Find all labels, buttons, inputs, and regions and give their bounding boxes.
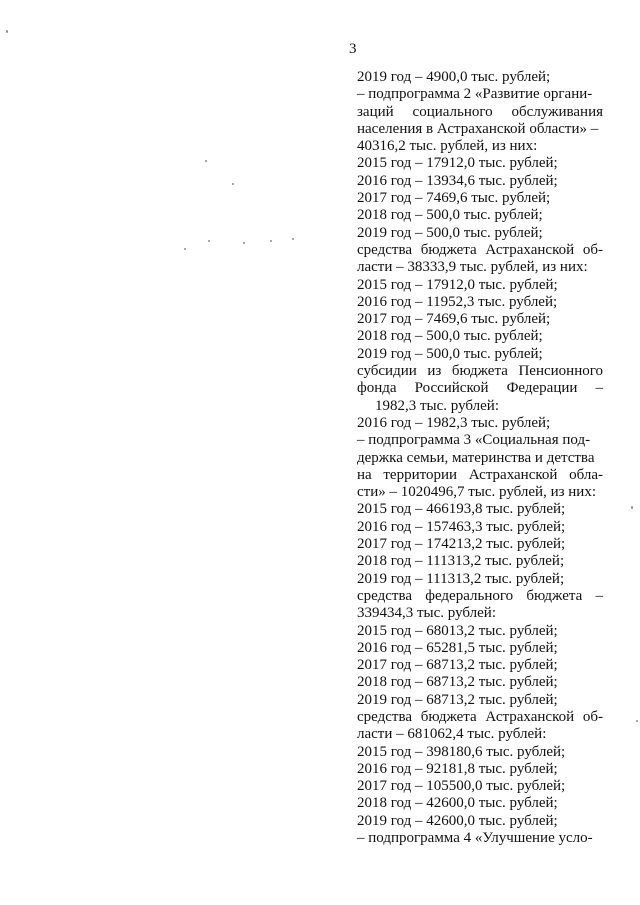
text-line: держка семьи, материнства и детства bbox=[357, 449, 595, 466]
text-line: 2017 год – 105500,0 тыс. рублей; bbox=[357, 778, 566, 795]
text-line: – подпрограмма 4 «Улучшение усло- bbox=[357, 830, 593, 847]
scan-speck bbox=[636, 720, 638, 722]
page-number: 3 bbox=[349, 41, 357, 57]
text-line: 2016 год – 1982,3 тыс. рублей; bbox=[357, 414, 551, 431]
scan-speck bbox=[270, 240, 272, 242]
text-line: – подпрограмма 3 «Социальная под- bbox=[357, 432, 591, 449]
text-line: 2017 год – 7469,6 тыс. рублей; bbox=[357, 190, 551, 207]
scan-speck bbox=[208, 240, 210, 242]
text-line: 2018 год – 68713,2 тыс. рублей; bbox=[357, 674, 558, 691]
text-line: сти» – 1020496,7 тыс. рублей, из них: bbox=[357, 484, 596, 501]
text-line: 2019 год – 111313,2 тыс. рублей; bbox=[357, 570, 565, 587]
scan-speck bbox=[205, 160, 207, 162]
text-line: заций социального обслуживания bbox=[357, 103, 603, 120]
text-line: 2015 год – 17912,0 тыс. рублей; bbox=[357, 276, 558, 293]
text-line: 2017 год – 68713,2 тыс. рублей; bbox=[357, 657, 558, 674]
text-line: 2015 год – 17912,0 тыс. рублей; bbox=[357, 155, 558, 172]
scan-speck bbox=[243, 242, 245, 244]
scan-speck bbox=[232, 183, 234, 185]
text-line: 2019 год – 42600,0 тыс. рублей; bbox=[357, 812, 558, 829]
text-line: 2018 год – 500,0 тыс. рублей; bbox=[357, 207, 543, 224]
text-line: 2019 год – 500,0 тыс. рублей; bbox=[357, 345, 543, 362]
text-line: 2019 год – 68713,2 тыс. рублей; bbox=[357, 691, 558, 708]
text-line: 339434,3 тыс. рублей: bbox=[357, 605, 496, 622]
text-line: средства федерального бюджета – bbox=[357, 587, 603, 604]
scan-speck bbox=[292, 238, 294, 240]
text-line: 2015 год – 466193,8 тыс. рублей; bbox=[357, 501, 566, 518]
text-line: 2015 год – 68013,2 тыс. рублей; bbox=[357, 622, 558, 639]
text-line: средства бюджета Астраханской об- bbox=[357, 241, 603, 258]
text-line: 2017 год – 174213,2 тыс. рублей; bbox=[357, 536, 566, 553]
text-line: 1982,3 тыс. рублей: bbox=[375, 397, 499, 414]
text-line: ласти – 38333,9 тыс. рублей, из них: bbox=[357, 259, 588, 276]
text-line: 2016 год – 13934,6 тыс. рублей; bbox=[357, 172, 558, 189]
text-column bbox=[357, 69, 603, 847]
scan-speck bbox=[631, 506, 633, 509]
text-line: – подпрограмма 2 «Развитие органи- bbox=[357, 86, 593, 103]
text-line: населения в Астраханской области» – bbox=[357, 120, 599, 137]
scan-speck bbox=[6, 30, 8, 33]
text-line: 2019 год – 4900,0 тыс. рублей; bbox=[357, 69, 551, 85]
text-line: 2016 год – 65281,5 тыс. рублей; bbox=[357, 639, 558, 656]
text-line: средства бюджета Астраханской об- bbox=[357, 708, 603, 725]
text-line: 2015 год – 398180,6 тыс. рублей; bbox=[357, 743, 566, 760]
text-line: 2018 год – 111313,2 тыс. рублей; bbox=[357, 553, 565, 570]
text-line: 2016 год – 11952,3 тыс. рублей; bbox=[357, 293, 558, 310]
text-line: 2018 год – 42600,0 тыс. рублей; bbox=[357, 795, 558, 812]
text-line: 40316,2 тыс. рублей, из них: bbox=[357, 138, 538, 155]
text-line: 2016 год – 92181,8 тыс. рублей; bbox=[357, 760, 558, 777]
text-line: 2018 год – 500,0 тыс. рублей; bbox=[357, 328, 543, 345]
text-line: 2019 год – 500,0 тыс. рублей; bbox=[357, 224, 543, 241]
text-line: на территории Астраханской обла- bbox=[357, 466, 603, 483]
text-line: ласти – 681062,4 тыс. рублей: bbox=[357, 726, 547, 743]
text-line: субсидии из бюджета Пенсионного bbox=[357, 363, 603, 380]
text-line: фонда Российской Федерации – bbox=[357, 380, 603, 397]
text-line: 2017 год – 7469,6 тыс. рублей; bbox=[357, 311, 551, 328]
scan-speck bbox=[184, 248, 186, 250]
text-line: 2016 год – 157463,3 тыс. рублей; bbox=[357, 518, 566, 535]
